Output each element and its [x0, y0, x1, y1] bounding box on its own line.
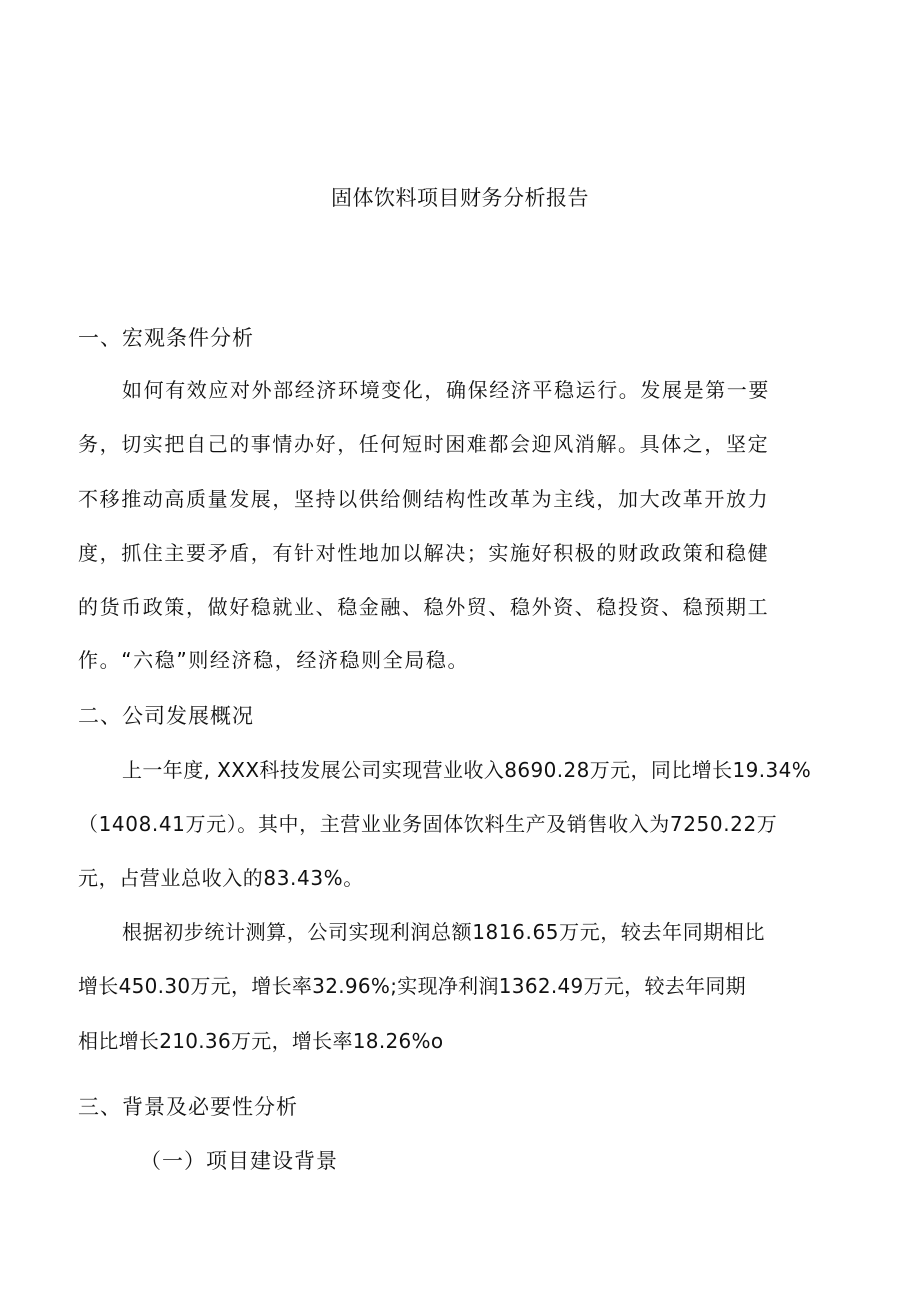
document-title: 固体饮料项目财务分析报告 [331, 186, 589, 210]
paragraph-line: （1408.41万元）。其中，主营业业务固体饮料生产及销售收入为7250.22万 [78, 812, 778, 836]
paragraph-line: 如何有效应对外部经济环境变化，确保经济平稳运行。发展是第一要 [122, 378, 770, 402]
paragraph-line: 的货币政策，做好稳就业、稳金融、稳外贸、稳外资、稳投资、稳预期工 [78, 595, 770, 619]
paragraph-line: 上一年度, XXX科技发展公司实现营业收入8690.28万元，同比增长19.34% [122, 758, 812, 782]
paragraph-line: 务，切实把自己的事情办好，任何短时困难都会迎风消解。具体之，坚定 [78, 432, 770, 456]
section-heading-company: 二、公司发展概况 [78, 704, 254, 728]
section-heading-background: 三、背景及必要性分析 [78, 1095, 298, 1119]
subsection-heading: （一）项目建设背景 [140, 1149, 338, 1173]
section-heading-macro: 一、宏观条件分析 [78, 326, 254, 350]
paragraph-line: 根据初步统计测算，公司实现利润总额1816.65万元，较去年同期相比 [122, 920, 766, 944]
paragraph-line: 元，占营业总收入的83.43%。 [78, 866, 364, 890]
paragraph-line: 度，抓住主要矛盾，有针对性地加以解决；实施好积极的财政政策和稳健 [78, 541, 770, 565]
paragraph-line: 作。“六稳”则经济稳，经济稳则全局稳。 [78, 648, 470, 672]
paragraph-line: 增长450.30万元，增长率32.96%;实现净利润1362.49万元，较去年同期 [78, 974, 746, 998]
paragraph-line: 相比增长210.36万元，增长率18.26%o [78, 1029, 444, 1053]
paragraph-line: 不移推动高质量发展，坚持以供给侧结构性改革为主线，加大改革开放力 [78, 487, 770, 511]
